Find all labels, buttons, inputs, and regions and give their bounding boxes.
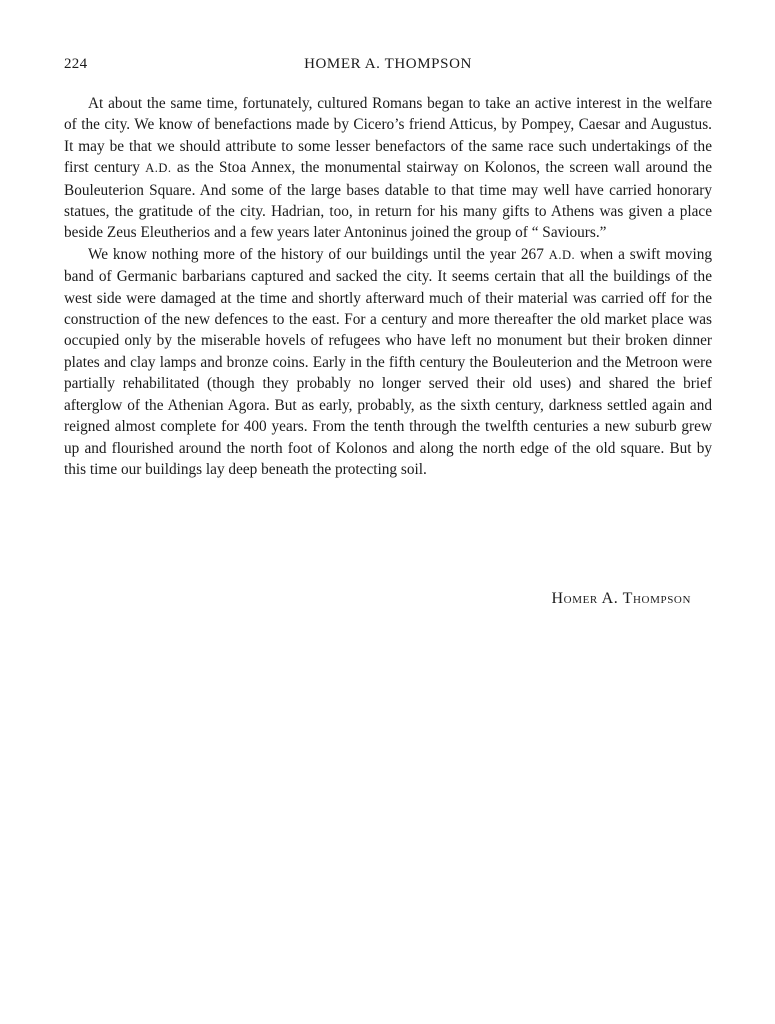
paragraph-1-text-b: as the Stoa Annex, the monumental stairway on Kolonos, the screen wall around the Bouleuterion Square. And some of the large bases datable to that time may well have carried honorary statues, the gratitude of the city. Hadrian, too, in return for his many gifts to Athens was given a place beside Zeus Eleutherios and a few years later Antoninus joined the group of “ Saviours.”	[64, 159, 712, 242]
paragraph-2	[64, 244, 712, 480]
paragraph-2-text-b: when a swift moving band of Germanic barbarians captured and sacked the city. It seems certain that all the buildings of the west side were damaged at the time and shortly afterward much of their material was carried off for the construction of the new defences to the east. For a century and more thereafter the old market place was occupied only by the miserable hovels of refugees who have left no monument but their broken dinner plates and clay lamps and bronze coins. Early in the fifth century the Bouleuterion and the Metroon were partially rehabilitated (though they probably no longer served their old uses) and shared the brief afterglow of the Athenian Agora. But as early, probably, as the sixth century, darkness settled again and reigned almost complete for 400 years. From the tenth through the twelfth centuries a new suburb grew up and flourished around the north foot of Kolonos and along the north edge of the old square. But by this time our buildings lay deep beneath the protecting soil.	[64, 245, 712, 478]
running-head	[64, 56, 712, 78]
body-text	[64, 93, 712, 480]
paragraph-1-text-a: At about the same time, fortunately, cultured Romans began to take an active interest in the welfare of the city. We know of benefactions made by Cicero’s friend Atticus, by Pompey, Caesar and Augustus. It may be that we should attribute to some lesser benefactors of the same race such undertakings of the first century	[64, 95, 712, 177]
era-abbreviation: A.D.	[548, 247, 576, 262]
era-abbreviation: A.D.	[145, 161, 172, 176]
paragraph-2-text-a: We know nothing more of the history of our buildings until the year 267	[88, 245, 549, 263]
paragraph-1	[64, 93, 712, 244]
author-signature: Homer A. Thompson	[551, 590, 691, 607]
page-number: 224	[64, 56, 88, 72]
running-title: HOMER A. THOMPSON	[304, 56, 472, 72]
